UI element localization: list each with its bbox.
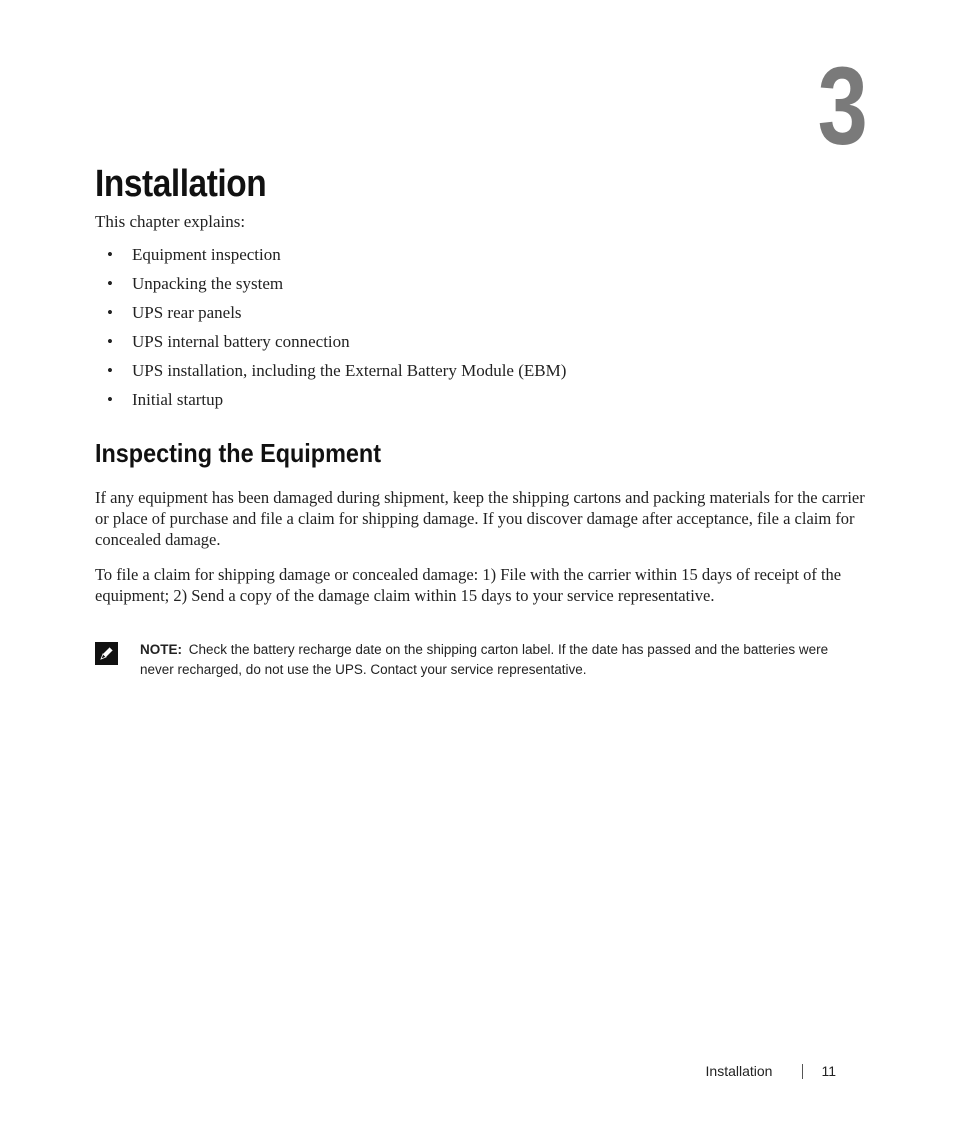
section-heading: Inspecting the Equipment bbox=[95, 438, 382, 468]
bullet-icon: • bbox=[107, 361, 113, 380]
list-item bbox=[95, 359, 566, 388]
list-item bbox=[95, 330, 566, 359]
bullet-icon: • bbox=[107, 390, 113, 409]
note-label: NOTE: bbox=[140, 642, 182, 657]
chapter-topics-list bbox=[95, 243, 566, 417]
topic-label: UPS installation, including the External Battery Module (EBM) bbox=[132, 361, 567, 380]
chapter-title: Installation bbox=[95, 163, 267, 205]
note-callout bbox=[95, 640, 855, 680]
chapter-intro: This chapter explains: bbox=[95, 212, 246, 231]
topic-label: Initial startup bbox=[132, 390, 224, 409]
section-paragraph: If any equipment has been damaged during shipment, keep the shipping cartons and packing materials for the carrier or place of purchase and file a claim for shipping damage. If you discover damage after acceptance, file a claim for concealed damage. bbox=[95, 488, 865, 549]
list-item bbox=[95, 388, 566, 417]
note-body: Check the battery recharge date on the shipping carton label. If the date has passed and the batteries were never recharged, do not use the UPS. Contact your service representative. bbox=[140, 642, 829, 677]
topic-label: Equipment inspection bbox=[132, 245, 281, 264]
bullet-icon: • bbox=[107, 303, 113, 322]
chapter-number: 3 bbox=[817, 45, 866, 168]
note-text bbox=[140, 640, 850, 680]
footer-divider bbox=[802, 1064, 803, 1079]
section-paragraph: To file a claim for shipping damage or concealed damage: 1) File with the carrier within 15 days of receipt of the equipment; 2) Send a copy of the damage claim within 15 days to your service representative. bbox=[95, 565, 842, 605]
list-item bbox=[95, 301, 566, 330]
topic-label: UPS internal battery connection bbox=[132, 332, 350, 351]
bullet-icon: • bbox=[107, 274, 113, 293]
page-footer bbox=[706, 1063, 836, 1079]
bullet-icon: • bbox=[107, 245, 113, 264]
topic-label: UPS rear panels bbox=[132, 303, 242, 322]
footer-section-name: Installation bbox=[705, 1063, 773, 1079]
list-item bbox=[95, 243, 566, 272]
topic-label: Unpacking the system bbox=[132, 274, 284, 293]
page-number: 11 bbox=[821, 1063, 836, 1079]
list-item bbox=[95, 272, 566, 301]
note-pencil-icon bbox=[95, 642, 118, 665]
bullet-icon: • bbox=[107, 332, 113, 351]
